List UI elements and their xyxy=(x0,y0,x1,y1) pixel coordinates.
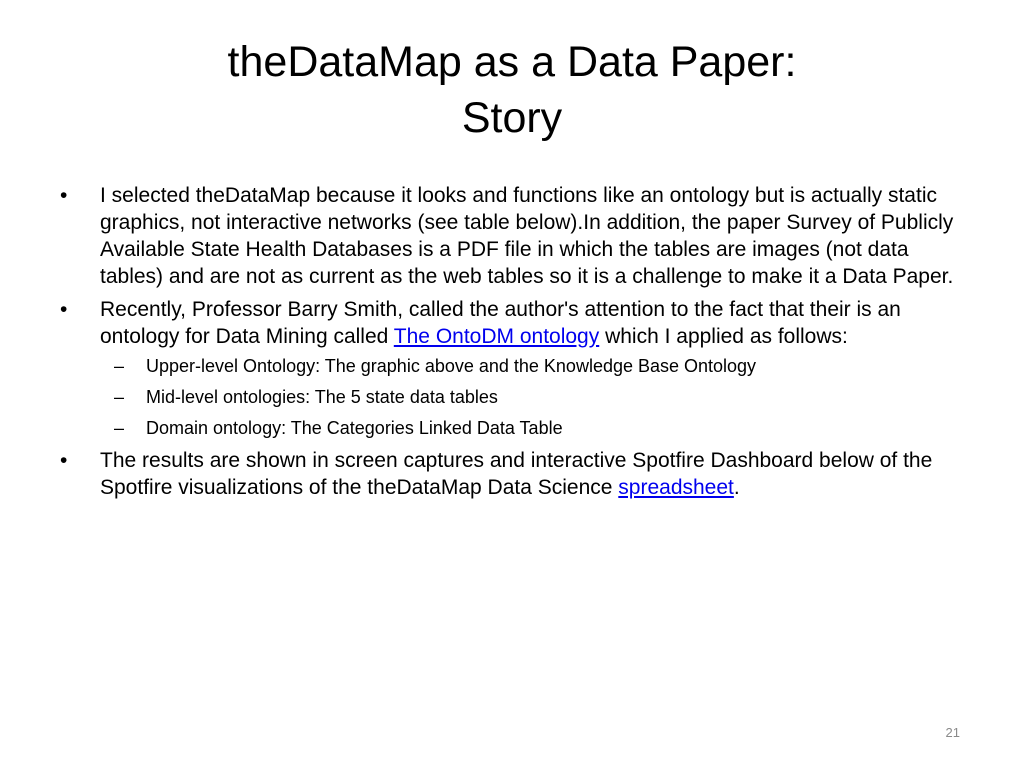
bullet-text-before-link: The results are shown in screen captures and interactive Spotfire Dashboard below of the Spotfire visualizations of the theDataMap Data Science xyxy=(100,449,933,499)
slide-title-line-1: theDataMap as a Data Paper: xyxy=(227,38,797,86)
dash-icon: – xyxy=(114,356,125,376)
slide-title-line-2: Story xyxy=(461,94,563,142)
page-number: 21 xyxy=(945,725,960,740)
bullet-icon: • xyxy=(60,298,68,321)
sub-item-text: Mid-level ontologies: The 5 state data tables xyxy=(146,387,498,407)
sub-item-text: Upper-level Ontology: The graphic above and the Knowledge Base Ontology xyxy=(146,356,757,376)
bullet-icon: • xyxy=(60,184,68,207)
sub-item-text: Domain ontology: The Categories Linked Data Table xyxy=(146,418,563,438)
dash-icon: – xyxy=(114,387,125,407)
sub-item-domain-ontology xyxy=(100,416,976,441)
bullet-item-selected-thedatamap xyxy=(56,182,976,290)
bullet-item-ontodm xyxy=(56,296,976,441)
bullet-list xyxy=(56,182,976,507)
bullet-text-after-link: which I applied as follows: xyxy=(599,325,848,348)
bullet-text-before-link: Recently, Professor Barry Smith, called the author's attention to the fact that their is an ontology for Data Mining called xyxy=(100,298,901,348)
sub-item-upper-level-ontology xyxy=(100,354,976,379)
bullet-text: I selected theDataMap because it looks and functions like an ontology but is actually static graphics, not interactive networks (see table below).In addition, the paper Survey of Publicly Available State Health Databases is a PDF file in which the tables are images (not data tables) and are not as current as the web tables so it is a challenge to make it a Data Paper. xyxy=(100,184,954,288)
sub-bullet-list xyxy=(100,354,976,441)
dash-icon: – xyxy=(114,418,125,438)
slide-title xyxy=(80,34,944,146)
ontodm-ontology-link[interactable]: The OntoDM ontology xyxy=(393,325,600,348)
bullet-item-results xyxy=(56,447,976,501)
spreadsheet-link[interactable]: spreadsheet xyxy=(618,476,734,499)
bullet-icon: • xyxy=(60,449,68,472)
bullet-text-after-link: . xyxy=(733,476,740,499)
sub-item-mid-level-ontologies xyxy=(100,385,976,410)
